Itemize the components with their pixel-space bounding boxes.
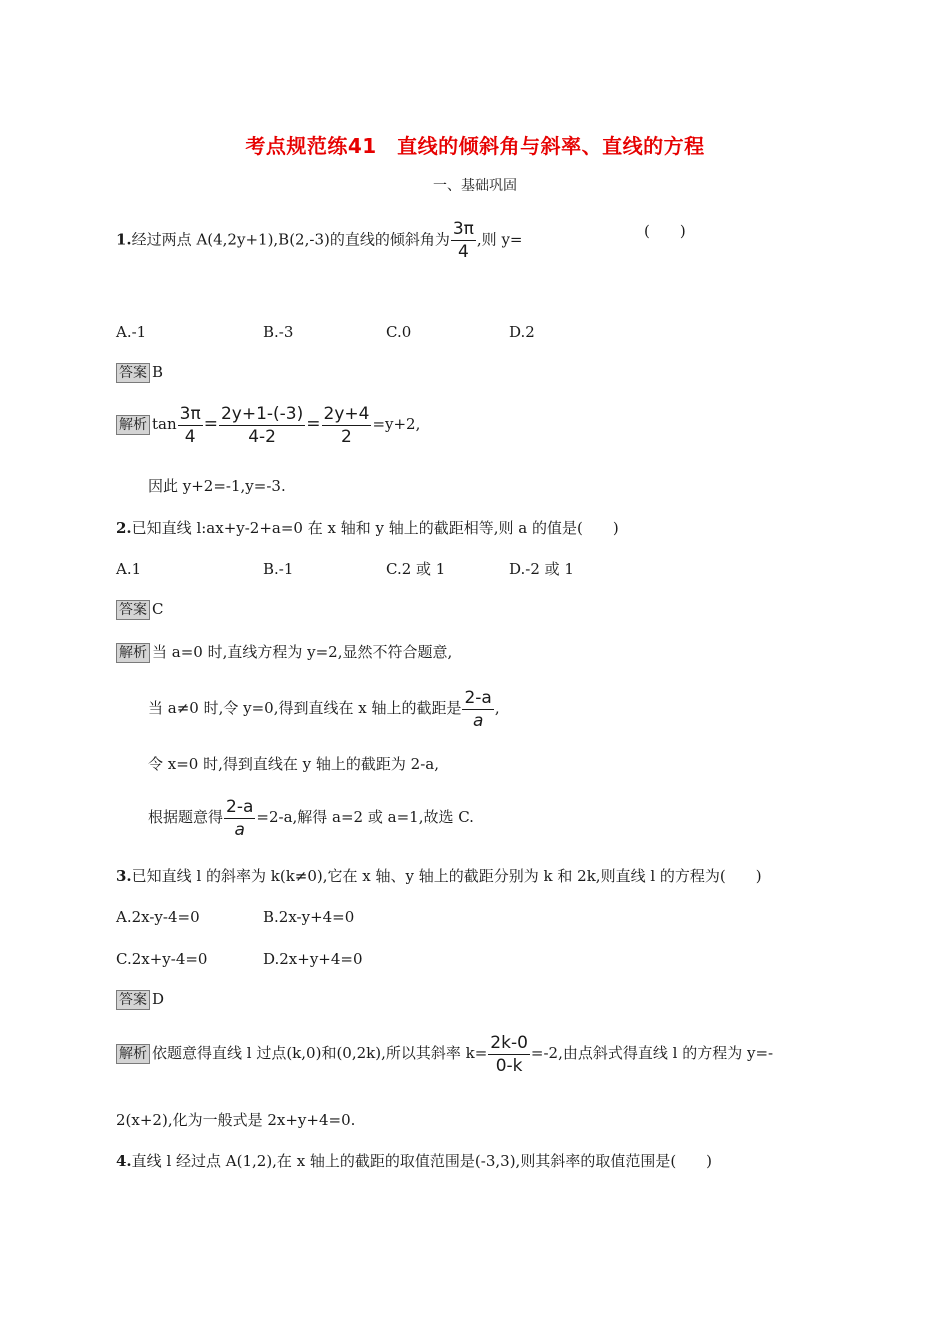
fraction: $\frac{3\pi}{4}$ <box>452 219 474 262</box>
page-title: 考点规范练41 直线的倾斜角与斜率、直线的方程 <box>245 134 705 158</box>
question-number: 4. <box>116 1152 132 1170</box>
question-stem: 经过两点 A(4,2y+1),B(2,-3)的直线的倾斜角为 <box>131 230 450 249</box>
question-number: 3. <box>116 867 132 885</box>
question-1 <box>116 218 523 263</box>
option-c: C.0 <box>386 323 412 341</box>
solution-line: 令 x=0 时,得到直线在 y 轴上的截距为 2-a, <box>148 755 439 773</box>
analysis-tag: 解析 <box>116 415 150 435</box>
question-stem: 已知直线 l 的斜率为 k(k≠0),它在 x 轴、y 轴上的截距分别为 k 和 2k,则直线 l 的方程为( ) <box>131 867 762 885</box>
option-b: B.2x-y+4=0 <box>263 908 355 926</box>
question-stem-tail: ,则 y= <box>476 230 523 249</box>
option-d: D.-2 或 1 <box>509 560 574 578</box>
question-number: 1. <box>116 230 132 249</box>
fraction: $\frac{2k-0}{0-k}$ <box>490 1032 528 1076</box>
answer-line <box>116 599 163 620</box>
option-d: D.2 <box>509 323 535 341</box>
question-4 <box>116 1151 712 1171</box>
question-number: 2. <box>116 519 132 537</box>
fraction: $\frac{2-a}{a}$ <box>464 687 492 731</box>
fraction: $\frac{2y+4}{2}$ <box>323 403 370 447</box>
question-stem: 直线 l 经过点 A(1,2),在 x 轴上的截距的取值范围是(-3,3),则其斜率的取值范围是( ) <box>131 1152 713 1170</box>
fraction: $\frac{2-a}{a}$ <box>226 796 254 840</box>
option-c: C.2 或 1 <box>386 560 446 578</box>
solution-line: 因此 y+2=-1,y=-3. <box>148 477 286 495</box>
option-a: A.2x-y-4=0 <box>116 908 200 926</box>
solution-line: 解析 当 a=0 时,直线方程为 y=2,显然不符合题意, <box>116 642 452 663</box>
option-d: D.2x+y+4=0 <box>263 950 363 968</box>
solution-line: 解析 tan $\frac{3\pi}{4}$ = $\frac{2y+1-(-3)}{4-2}$ = $\frac{2y+4}{2}$ =y+2, <box>116 402 420 448</box>
solution-line: 2(x+2),化为一般式是 2x+y+4=0. <box>116 1111 356 1129</box>
solution-line: 当 a≠0 时,令 y=0,得到直线在 x 轴上的截距是 $\frac{2-a}{a}$ , <box>148 687 500 731</box>
option-a: A.-1 <box>116 323 147 341</box>
solution-line: 根据题意得 $\frac{2-a}{a}$ =2-a,解得 a=2 或 a=1,故选 C. <box>148 796 474 840</box>
analysis-tag: 解析 <box>116 1044 150 1064</box>
answer-tag: 答案 <box>116 363 150 383</box>
question-stem: 已知直线 l:ax+y-2+a=0 在 x 轴和 y 轴上的截距相等,则 a 的值是( ) <box>131 519 619 537</box>
fraction: $\frac{2y+1-(-3)}{4-2}$ <box>220 403 304 447</box>
answer-value: C <box>152 600 164 618</box>
option-b: B.-1 <box>263 560 294 578</box>
analysis-tag: 解析 <box>116 643 150 663</box>
solution-line: 解析 依题意得直线 l 过点(k,0)和(0,2k),所以其斜率 k= $\frac{2k-0}{0-k}$ =-2,由点斜式得直线 l 的方程为 y=- <box>116 1031 773 1077</box>
option-b: B.-3 <box>263 323 294 341</box>
question-2 <box>116 518 619 538</box>
answer-blank: ( ) <box>644 222 686 240</box>
option-a: A.1 <box>116 560 142 578</box>
answer-tag: 答案 <box>116 990 150 1010</box>
section-heading: 一、基础巩固 <box>433 178 517 194</box>
question-3 <box>116 866 762 886</box>
option-c: C.2x+y-4=0 <box>116 950 208 968</box>
answer-line <box>116 989 164 1010</box>
fraction: $\frac{3\pi}{4}$ <box>179 403 201 447</box>
answer-value: B <box>152 363 164 381</box>
answer-value: D <box>152 990 165 1008</box>
answer-tag: 答案 <box>116 600 150 620</box>
answer-line <box>116 362 163 383</box>
